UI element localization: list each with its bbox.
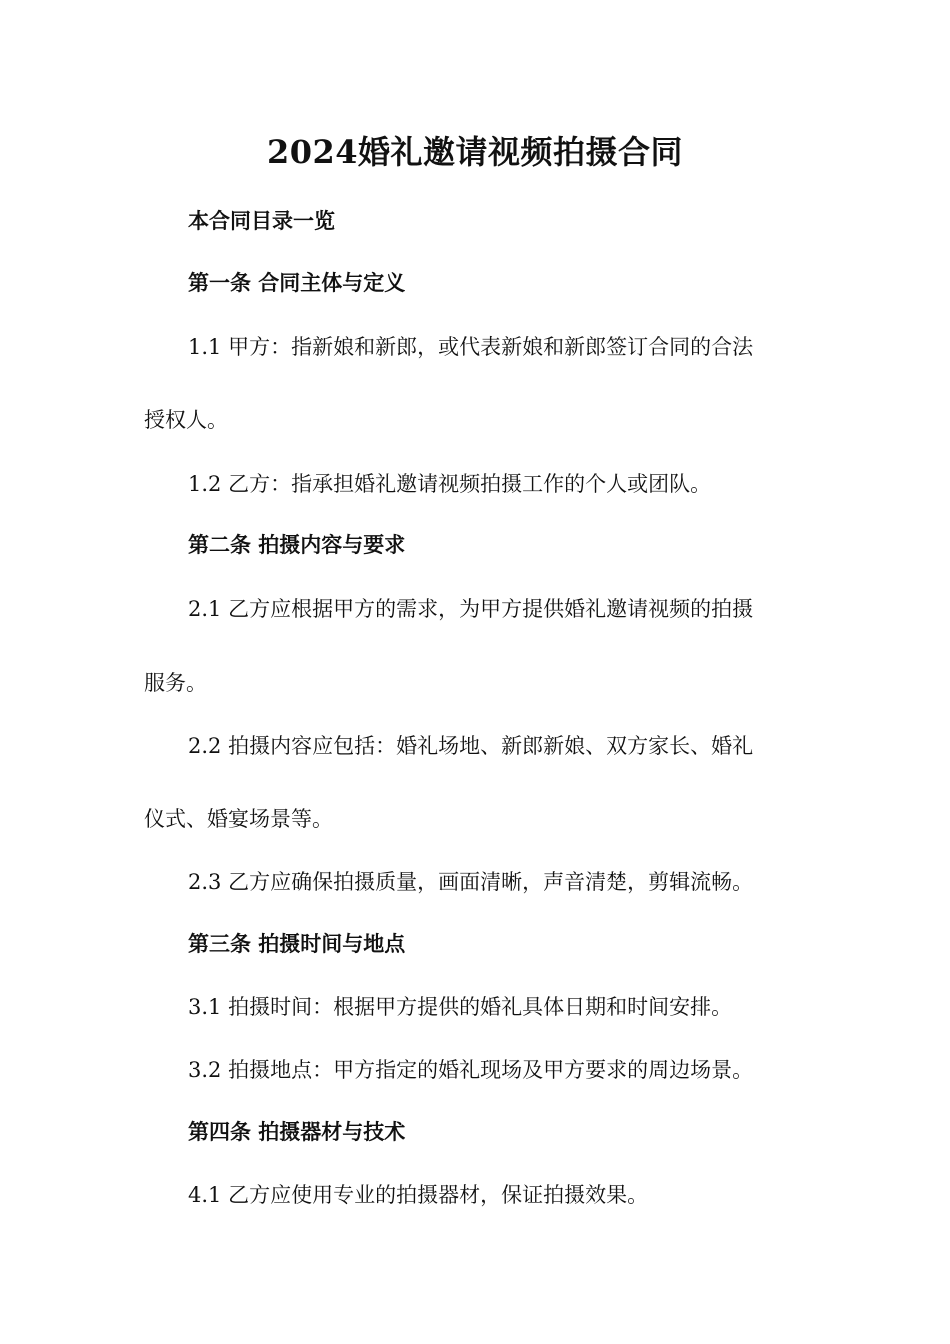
toc-heading: 本合同目录一览 bbox=[188, 208, 335, 233]
clause-1-1-line-2: 授权人。 bbox=[144, 408, 228, 432]
article-2-heading: 第二条 拍摄内容与要求 bbox=[188, 532, 406, 557]
clause-1-2: 1.2 乙方：指承担婚礼邀请视频拍摄工作的个人或团队。 bbox=[188, 472, 712, 496]
article-1-heading: 第一条 合同主体与定义 bbox=[188, 270, 406, 295]
article-3-heading: 第三条 拍摄时间与地点 bbox=[188, 931, 406, 956]
article-4-heading: 第四条 拍摄器材与技术 bbox=[188, 1119, 406, 1144]
clause-2-1-line-1: 2.1 乙方应根据甲方的需求，为甲方提供婚礼邀请视频的拍摄 bbox=[188, 597, 754, 621]
clause-1-1-line-1: 1.1 甲方：指新娘和新郎，或代表新娘和新郎签订合同的合法 bbox=[188, 335, 754, 359]
clause-4-1: 4.1 乙方应使用专业的拍摄器材，保证拍摄效果。 bbox=[188, 1183, 649, 1207]
clause-3-2: 3.2 拍摄地点：甲方指定的婚礼现场及甲方要求的周边场景。 bbox=[188, 1058, 754, 1082]
clause-2-2-line-1: 2.2 拍摄内容应包括：婚礼场地、新郎新娘、双方家长、婚礼 bbox=[188, 734, 754, 758]
clause-2-1-line-2: 服务。 bbox=[144, 671, 207, 695]
clause-2-2-line-2: 仪式、婚宴场景等。 bbox=[144, 807, 333, 831]
document-title: 2024婚礼邀请视频拍摄合同 bbox=[266, 133, 684, 171]
clause-3-1: 3.1 拍摄时间：根据甲方提供的婚礼具体日期和时间安排。 bbox=[188, 995, 733, 1019]
clause-2-3: 2.3 乙方应确保拍摄质量，画面清晰，声音清楚，剪辑流畅。 bbox=[188, 870, 754, 894]
